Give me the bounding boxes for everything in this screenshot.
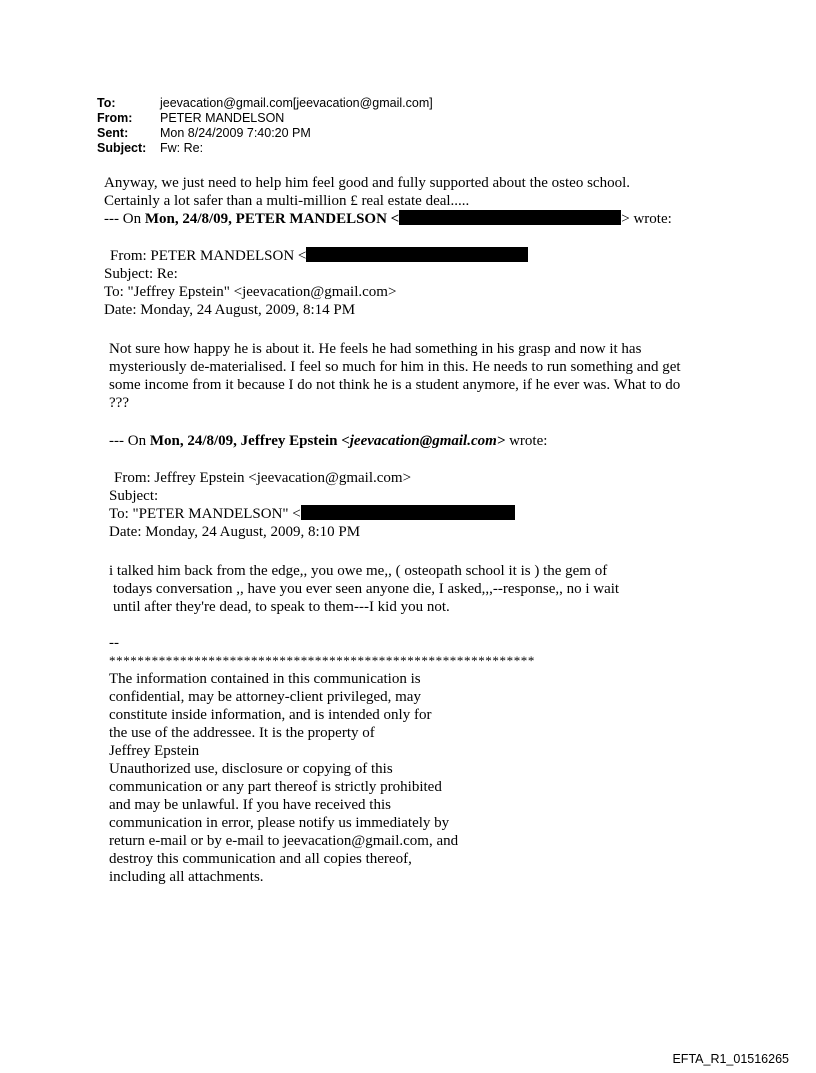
disclaimer-line: confidential, may be attorney-client privileged, may: [109, 689, 421, 705]
message-1-line-1: Anyway, we just need to help him feel good and fully supported about the osteo school.: [104, 175, 631, 191]
disclaimer-line: destroy this communication and all copies thereof,: [109, 851, 412, 867]
from-label: From:: [97, 111, 133, 125]
disclaimer-line: including all attachments.: [109, 869, 264, 885]
quote-2-prefix: --- On: [109, 433, 150, 449]
quoted-1-to: To: "Jeffrey Epstein" <jeevacation@gmail.com>: [104, 284, 397, 300]
header-to-row: [97, 96, 433, 111]
signature-disclaimer: [109, 634, 535, 886]
signature-stars: ************************************************************: [109, 653, 535, 668]
quoted-1-subject: Subject: Re:: [104, 266, 178, 282]
header-subject-row: [97, 141, 433, 156]
quoted-header-1: [104, 247, 528, 319]
quoted-2-subject: Subject:: [109, 488, 159, 504]
disclaimer-line: return e-mail or by e-mail to jeevacation@gmail.com, and: [109, 833, 459, 849]
message-1-line-2: Certainly a lot safer than a multi-million £ real estate deal.....: [104, 193, 470, 209]
quoted-1-date: Date: Monday, 24 August, 2009, 8:14 PM: [104, 302, 356, 318]
quote-2-email: <jeevacation@gmail.com>: [341, 433, 506, 449]
message-2: [109, 340, 681, 412]
subject-value: Fw: Re:: [160, 141, 204, 155]
to-label: To:: [97, 96, 116, 110]
from-value: PETER MANDELSON: [160, 111, 285, 125]
quote-line-1: [104, 210, 672, 228]
redaction-block: [399, 210, 621, 225]
quote-2-bold: Mon, 24/8/09, Jeffrey Epstein: [149, 433, 342, 449]
sent-value: Mon 8/24/2009 7:40:20 PM: [160, 126, 311, 140]
disclaimer-line: and may be unlawful. If you have received this: [109, 797, 391, 813]
quoted-header-2: [109, 469, 515, 541]
quoted-2-from: From: Jeffrey Epstein <jeevacation@gmail.com>: [114, 470, 412, 486]
redaction-block: [306, 247, 528, 262]
message-2-line-1: Not sure how happy he is about it. He feels he had something in his grasp and now it has: [109, 341, 642, 357]
sent-label: Sent:: [97, 126, 129, 140]
quote-1-bold: Mon, 24/8/09, PETER MANDELSON <: [144, 211, 400, 227]
message-3-line-1: i talked him back from the edge,, you owe me,, ( osteopath school it is ) the gem of: [109, 563, 608, 579]
email-header: [97, 96, 433, 156]
message-2-line-4: ???: [109, 395, 129, 411]
header-sent-row: [97, 126, 433, 141]
message-1: [104, 174, 672, 228]
disclaimer-line: communication in error, please notify us immediately by: [109, 815, 450, 831]
quote-1-suffix: > wrote:: [621, 211, 672, 227]
message-2-line-2: mysteriously de-materialised. I feel so much for him in this. He needs to run something and get: [109, 359, 681, 375]
message-3-line-3: until after they're dead, to speak to them---I kid you not.: [113, 599, 450, 615]
document-id: EFTA_R1_01516265: [672, 1052, 789, 1066]
disclaimer-line: Jeffrey Epstein: [109, 743, 200, 759]
disclaimer-line: Unauthorized use, disclosure or copying of this: [109, 761, 393, 777]
disclaimer-line: communication or any part thereof is strictly prohibited: [109, 779, 442, 795]
quote-1-prefix: --- On: [104, 211, 145, 227]
header-from-row: [97, 111, 433, 126]
message-3: [109, 562, 619, 616]
quoted-2-date: Date: Monday, 24 August, 2009, 8:10 PM: [109, 524, 361, 540]
quote-2-suffix: wrote:: [505, 433, 548, 449]
quote-line-2: [109, 432, 547, 450]
disclaimer-line: the use of the addressee. It is the property of: [109, 725, 375, 741]
quoted-2-to: To: "PETER MANDELSON" <: [109, 505, 515, 523]
disclaimer-line: constitute inside information, and is intended only for: [109, 707, 432, 723]
to-value: jeevacation@gmail.com[jeevacation@gmail.com]: [160, 96, 433, 110]
signature-dashes: --: [109, 635, 119, 651]
subject-label: Subject:: [97, 141, 147, 155]
message-3-line-2: todays conversation ,, have you ever seen anyone die, I asked,,,--response,, no i wait: [113, 581, 620, 597]
disclaimer-line: The information contained in this communication is: [109, 671, 421, 687]
redaction-block: [301, 505, 515, 520]
quoted-1-from: From: PETER MANDELSON <: [104, 247, 528, 265]
message-2-line-3: some income from it because I do not think he is a student anymore, if he ever was. What to do: [109, 377, 681, 393]
